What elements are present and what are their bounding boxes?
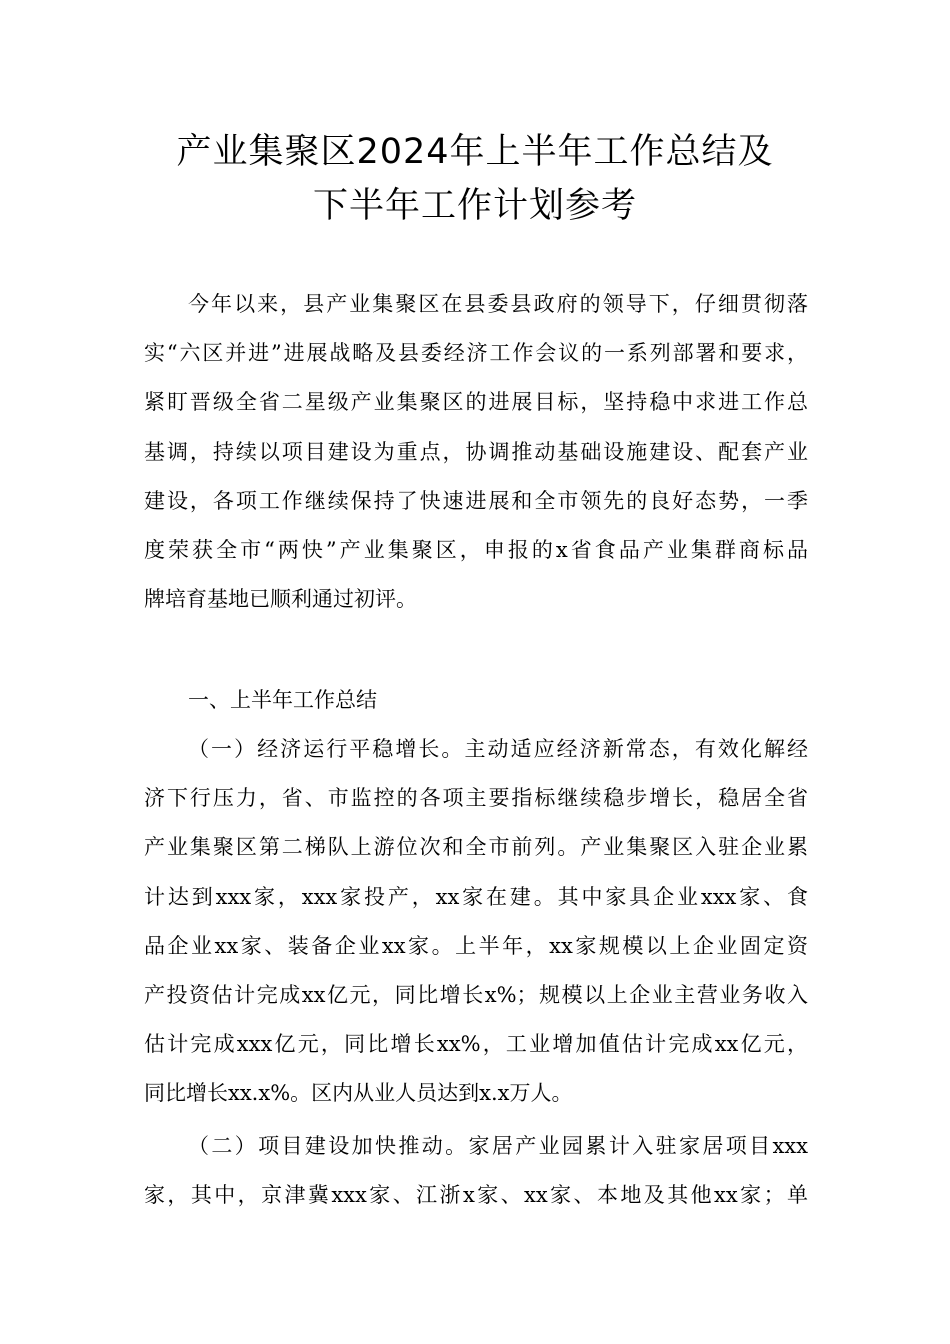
section1-paragraph-1 <box>144 725 808 1119</box>
paragraph-line: 实“六区并进”进展战略及县委经济工作会议的一系列部署和要求， <box>144 341 808 366</box>
paragraph-line: 紧盯晋级全省二星级产业集聚区的进展目标，坚持稳中求进工作总 <box>144 390 808 415</box>
paragraph-line: 牌培育基地已顺利通过初评。 <box>144 587 417 612</box>
paragraph-line: 品企业xx家、装备企业xx家。上半年，xx家规模以上企业固定资 <box>144 933 808 958</box>
paragraph-line: 产业集聚区第二梯队上游位次和全市前列。产业集聚区入驻企业累 <box>144 835 808 860</box>
section1-paragraph-2 <box>144 1122 808 1220</box>
paragraph-line: 济下行压力，省、市监控的各项主要指标继续稳步增长，稳居全省 <box>144 786 808 811</box>
paragraph-line: 今年以来，县产业集聚区在县委县政府的领导下，仔细贯彻落 <box>188 292 808 316</box>
section-heading-text: 一、上半年工作总结 <box>188 688 377 712</box>
document-title-line-2: 下半年工作计划参考 <box>312 186 637 226</box>
paragraph-line: 产投资估计完成xx亿元，同比增长x%；规模以上企业主营业务收入 <box>144 982 808 1007</box>
section-heading <box>144 676 808 725</box>
paragraph-line: 度荣获全市“两快”产业集聚区，申报的x省食品产业集群商标品 <box>144 537 808 562</box>
paragraph-line: 家，其中，京津冀xxx家、江浙x家、xx家、本地及其他xx家；单 <box>144 1183 808 1208</box>
paragraph-line: 基调，持续以项目建设为重点，协调推动基础设施建设、配套产业 <box>144 439 808 464</box>
paragraph-line: （二）项目建设加快推动。家居产业园累计入驻家居项目xxx <box>188 1134 808 1158</box>
paragraph-line: （一）经济运行平稳增长。主动适应经济新常态，有效化解经 <box>188 737 808 761</box>
paragraph-line: 估计完成xxx亿元，同比增长xx%，工业增加值估计完成xx亿元， <box>144 1032 808 1057</box>
document-title-line-1: 产业集聚区2024年上半年工作总结及 <box>176 132 774 172</box>
paragraph-line: 建设，各项工作继续保持了快速进展和全市领先的良好态势，一季 <box>144 488 808 513</box>
intro-paragraph <box>144 280 808 624</box>
paragraph-line: 同比增长xx.x%。区内从业人员达到x.x万人。 <box>144 1081 573 1106</box>
paragraph-line: 计达到xxx家，xxx家投产，xx家在建。其中家具企业xxx家、食 <box>144 884 808 909</box>
